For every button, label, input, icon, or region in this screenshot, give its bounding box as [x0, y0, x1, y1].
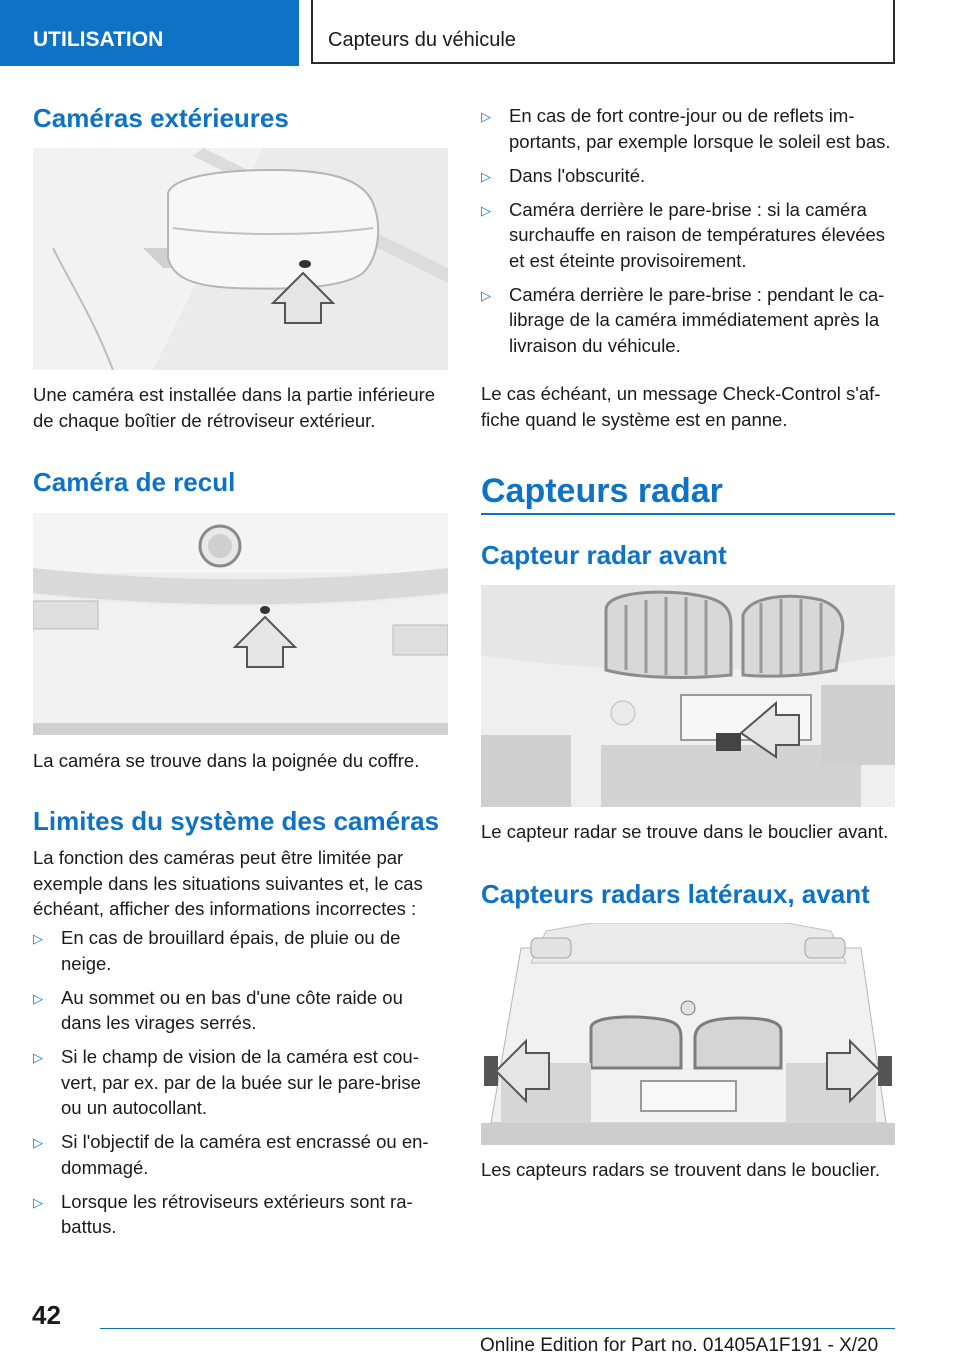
- bullet-triangle-icon: ▷: [481, 168, 491, 184]
- section-tab: UTILISATION: [0, 0, 299, 66]
- caption-radars-lateraux: Les capteurs radars se trouvent dans le bouclier.: [481, 1159, 881, 1180]
- bullet-triangle-icon: ▷: [481, 287, 491, 303]
- check-control-note: Le cas échéant, un message Check-Control s'affiche quand le système est en panne.: [481, 383, 881, 430]
- bullet-triangle-icon: ▷: [33, 931, 43, 946]
- heading-capteurs-radar: Capteurs radar: [481, 472, 723, 510]
- chapter-title: Capteurs du véhicule: [311, 0, 895, 64]
- limites-list: [33, 925, 443, 1248]
- heading-camera-recul: Caméra de recul: [33, 467, 236, 497]
- caption-radar-avant: Le capteur radar se trouve dans le bouclier avant.: [481, 821, 889, 842]
- bullet-triangle-icon: ▷: [481, 202, 491, 218]
- list-item: ▷ Dans l'obscurité.: [481, 163, 895, 189]
- limites-list-continued: [481, 103, 895, 367]
- figure-side-radars: [481, 923, 895, 1145]
- list-item: ▷ Au sommet ou en bas d'une côte raide ou dans les virages serrés.: [33, 986, 403, 1033]
- list-item: ▷ Lorsque les rétroviseurs extérieurs sont rabattus.: [33, 1190, 413, 1237]
- list-item: ▷ En cas de brouillard épais, de pluie ou de neige.: [33, 927, 401, 974]
- figure-front-radar: [481, 585, 895, 807]
- bullet-triangle-icon: ▷: [33, 1135, 43, 1150]
- page-number: 42: [32, 1300, 61, 1330]
- heading-capteurs-lateraux: Capteurs radars latéraux, avant: [481, 879, 870, 909]
- heading-capteur-radar-avant: Capteur radar avant: [481, 540, 727, 570]
- bullet-triangle-icon: ▷: [33, 1050, 43, 1065]
- list-item: ▷ Caméra derrière le pare-brise : si la caméra surchauffe en raison de températures élevées et est éteinte provisoirement.: [481, 198, 886, 271]
- caption-camera-recul: La caméra se trouve dans la poignée du coffre.: [33, 750, 420, 771]
- figure-mirror-camera: [33, 148, 448, 370]
- bullet-triangle-icon: ▷: [33, 1194, 43, 1210]
- list-item: ▷ Caméra derrière le pare-brise : pendant le calibrage de la caméra immédiatement après la livraison du véhicule.: [481, 283, 885, 356]
- bullet-triangle-icon: ▷: [33, 990, 43, 1006]
- list-item: ▷ Si le champ de vision de la caméra est couvert, par ex. par de la buée sur le pare-brise ou un autocollant.: [33, 1046, 421, 1118]
- heading-cameras-exterieures: Caméras extérieures: [33, 103, 289, 133]
- heading-underline: [481, 513, 895, 515]
- figure-rear-camera: [33, 513, 448, 735]
- heading-limites-cameras: Limites du système des caméras: [33, 806, 440, 836]
- footer-rule: [100, 1328, 895, 1329]
- bullet-triangle-icon: ▷: [481, 109, 491, 124]
- footer-edition: Online Edition for Part no. 01405A1F191 - X/20: [480, 1335, 879, 1356]
- list-item: ▷ En cas de fort contre-jour ou de reflets importants, par exemple lorsque le soleil est bas.: [481, 105, 891, 152]
- list-item: ▷ Si l'objectif de la caméra est encrassé ou endommagé.: [33, 1131, 429, 1178]
- limites-intro: La fonction des caméras peut être limitée par exemple dans les situations suivantes et, le cas échéant, afficher des informations incorrectes :: [33, 847, 423, 919]
- caption-cameras-exterieures: Une caméra est installée dans la partie inférieure de chaque boîtier de rétroviseur extérieur.: [33, 384, 436, 431]
